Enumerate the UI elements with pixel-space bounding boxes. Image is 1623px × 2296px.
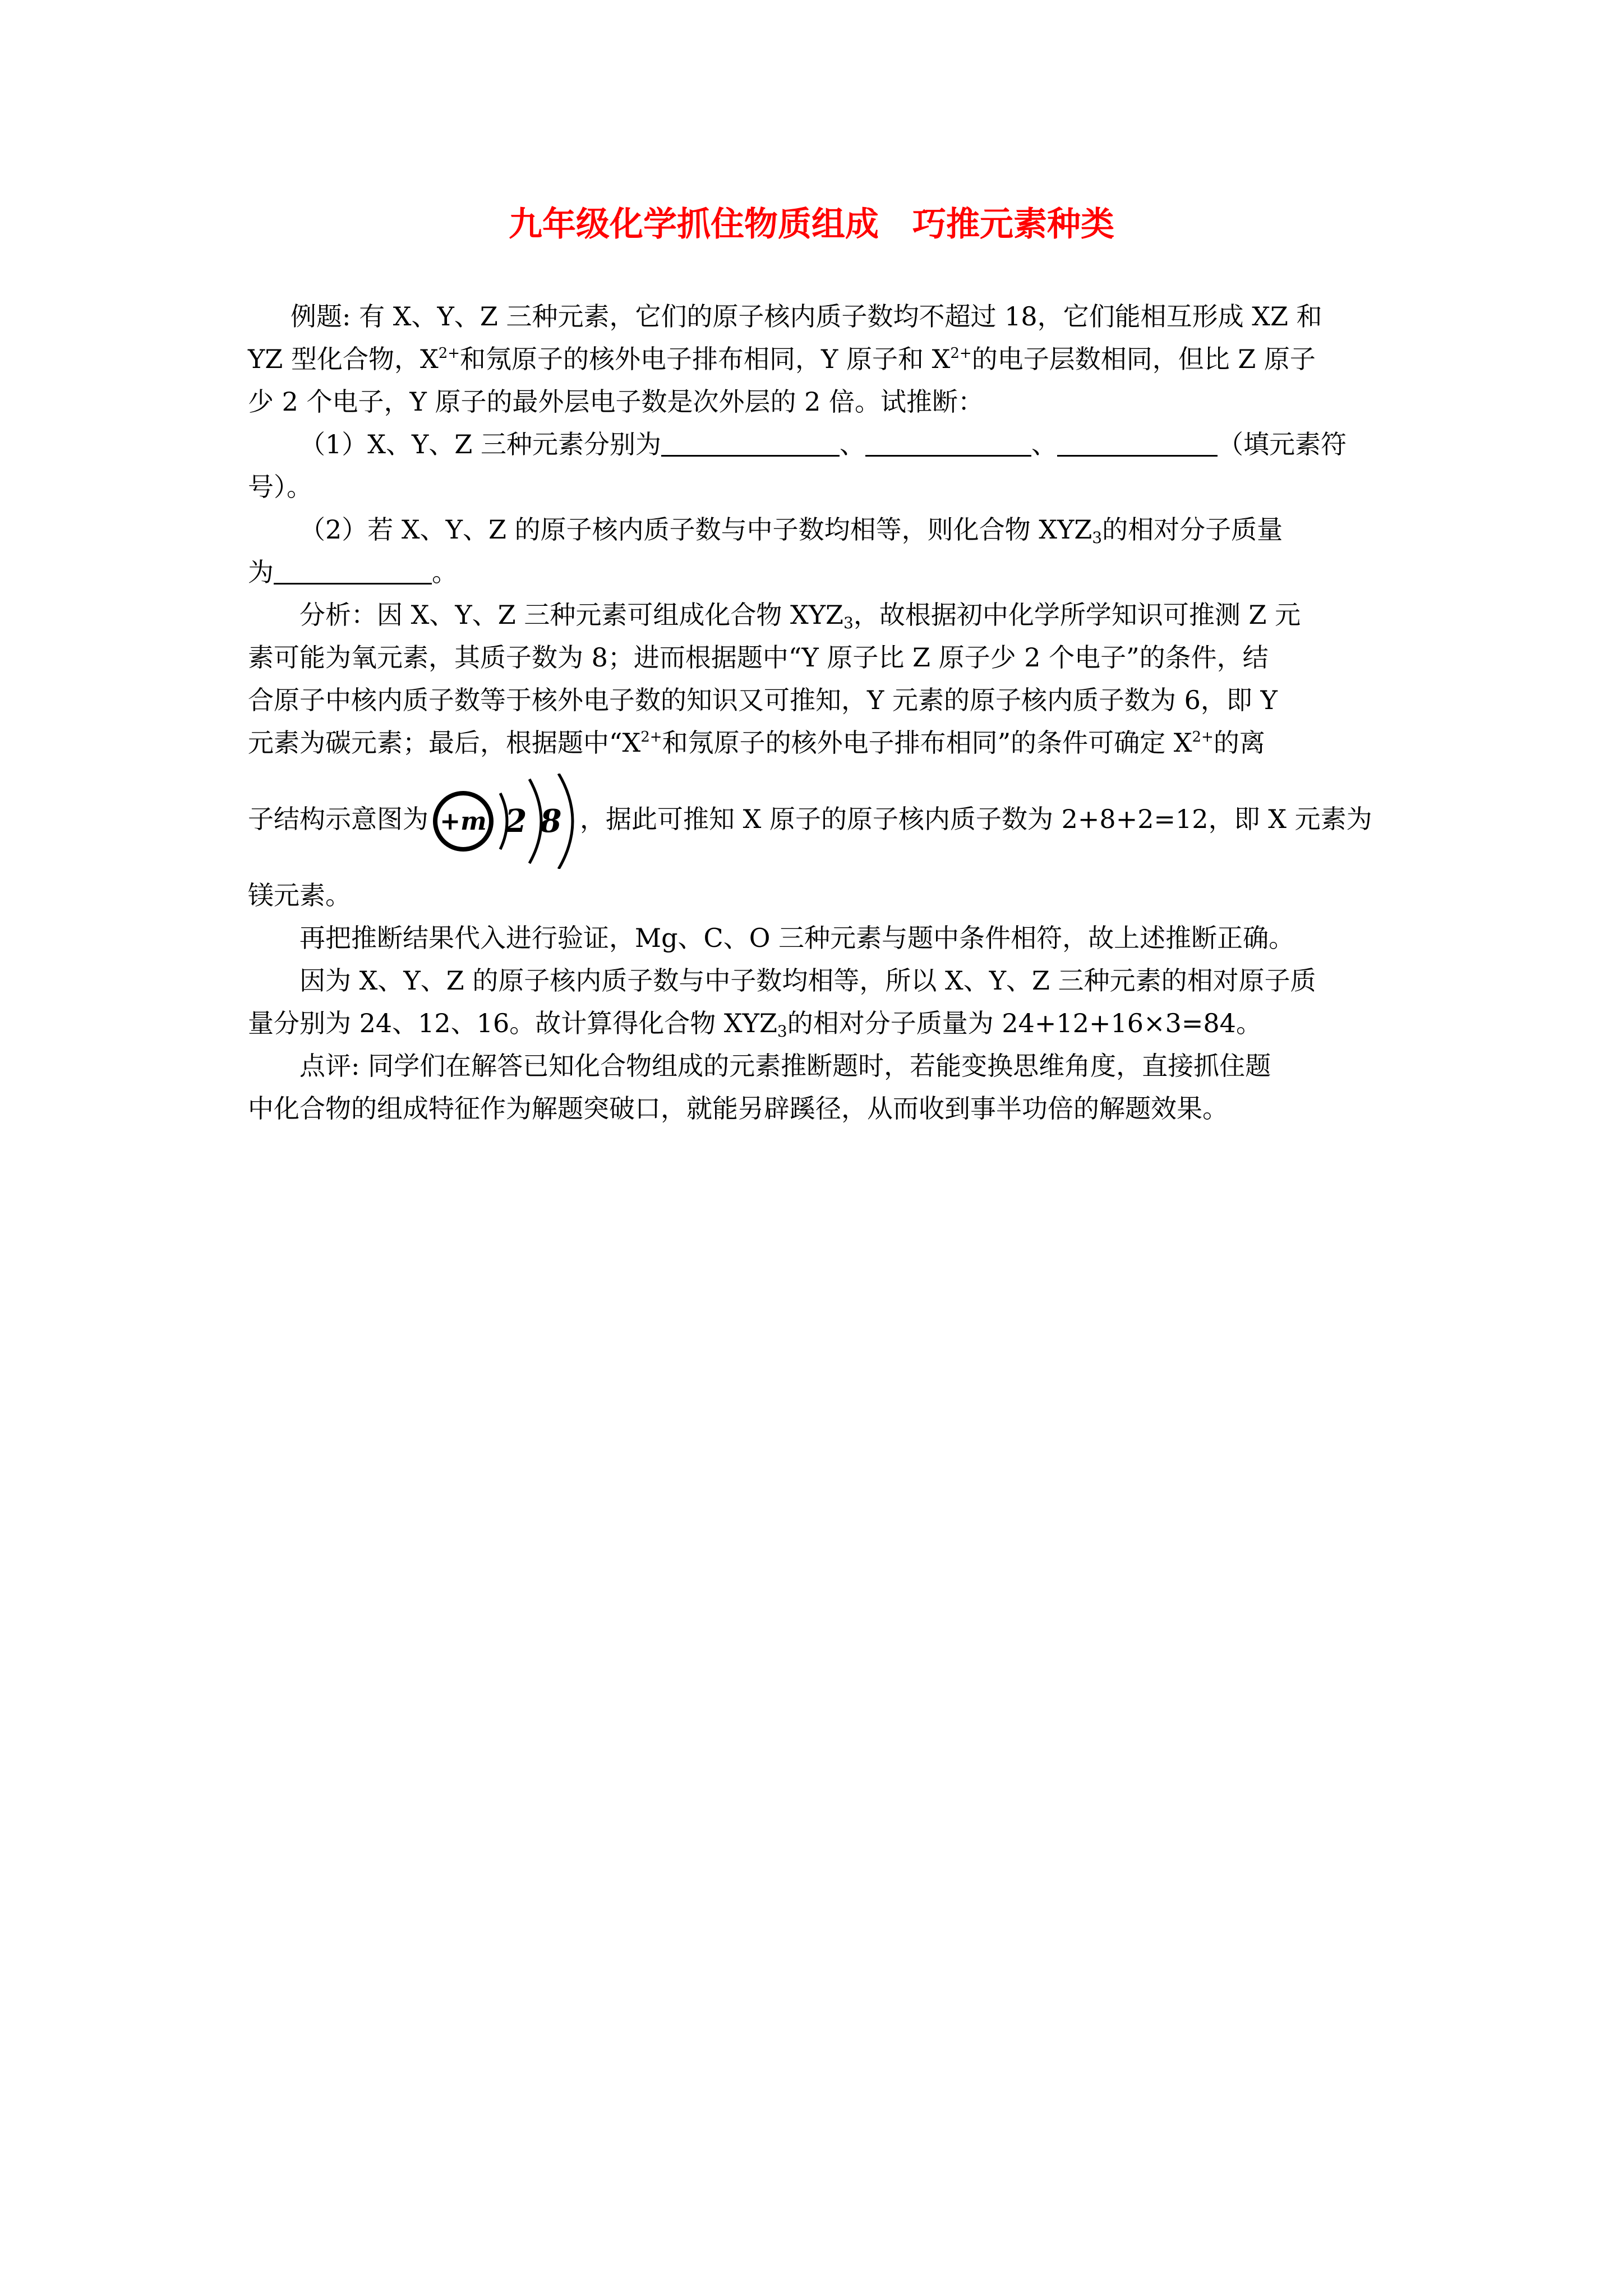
- comment-line-2: 中化合物的组成特征作为解题突破口，就能另辟蹊径，从而收到事半功倍的解题效果。: [248, 1093, 1228, 1124]
- calc-line-1: 因为 X、Y、Z 的原子核内质子数与中子数均相等，所以 X、Y、Z 三种元素的相对原子质: [299, 965, 1316, 996]
- analysis-line-4: 元素为碳元素；最后，根据题中“$X^{2+}$和氖原子的核外电子排布相同”的条件可确定 $X^{2+}$的离: [248, 728, 1265, 758]
- question-2-cont: 为 。: [248, 557, 458, 587]
- shell-2-count: 8: [540, 803, 562, 840]
- shell-1-count: 2: [505, 803, 527, 840]
- page-title: 九年级化学抓住物质组成 巧推元素种类: [509, 205, 1114, 244]
- answer-blank-mass[interactable]: [274, 557, 432, 585]
- ion-structure-diagram: [428, 774, 580, 869]
- analysis-line-6: 镁元素。: [248, 880, 351, 910]
- question-2: （2）若 X、Y、Z 的原子核内质子数与中子数均相等，则化合物 $XYZ_3$的相对分子质量: [299, 514, 1283, 547]
- analysis-line-2: 素可能为氧元素，其质子数为 8；进而根据题中“Y 原子比 Z 原子少 2 个电子”的条件，结: [248, 642, 1269, 673]
- document-body: [248, 295, 1380, 1130]
- example-line-3: 少 2 个电子，Y 原子的最外层电子数是次外层的 2 倍。试推断：: [248, 386, 984, 417]
- answer-blank-z[interactable]: [1057, 429, 1218, 457]
- question-1: （1）X、Y、Z 三种元素分别为 、 、 （填元素符: [299, 429, 1347, 459]
- question-1-cont: 号）。: [248, 472, 312, 502]
- comment-line-1: 点评: 同学们在解答已知化合物组成的元素推断题时，若能变换思维角度，直接抓住题: [299, 1051, 1271, 1081]
- analysis-line-1: 分析：因 X、Y、Z 三种元素可组成化合物 $XYZ_3$，故根据初中化学所学知识可推测 Z 元: [299, 600, 1301, 632]
- nucleus-charge: +m: [440, 807, 487, 836]
- answer-blank-x[interactable]: [661, 429, 840, 457]
- analysis-line-3: 合原子中核内质子数等于核外电子数的知识又可推知，Y 元素的原子核内质子数为 6，即 Y: [248, 685, 1278, 715]
- calc-line-2: 量分别为 24、12、16。故计算得化合物 $XYZ_3$的相对分子质量为 24+12+16×3=84。: [248, 1008, 1262, 1041]
- example-line-1: 例题: 有 X、Y、Z 三种元素，它们的原子核内质子数均不超过 18，它们能相互形成 XZ 和: [291, 301, 1322, 332]
- example-line-2: YZ 型化合物，$X^{2+}$和氖原子的核外电子排布相同，Y 原子和 $X^{2+}$的电子层数相同，但比 Z 原子: [248, 344, 1316, 374]
- answer-blank-y[interactable]: [865, 429, 1031, 457]
- analysis-line-5: 子结构示意图为 +m 2 8 ，据此可推知 X 原子的原子核内质子数为 2+8+2=12，即 X 元素为: [248, 764, 1380, 874]
- verify-line: 再把推断结果代入进行验证，Mg、C、O 三种元素与题中条件相符，故上述推断正确。: [299, 923, 1295, 953]
